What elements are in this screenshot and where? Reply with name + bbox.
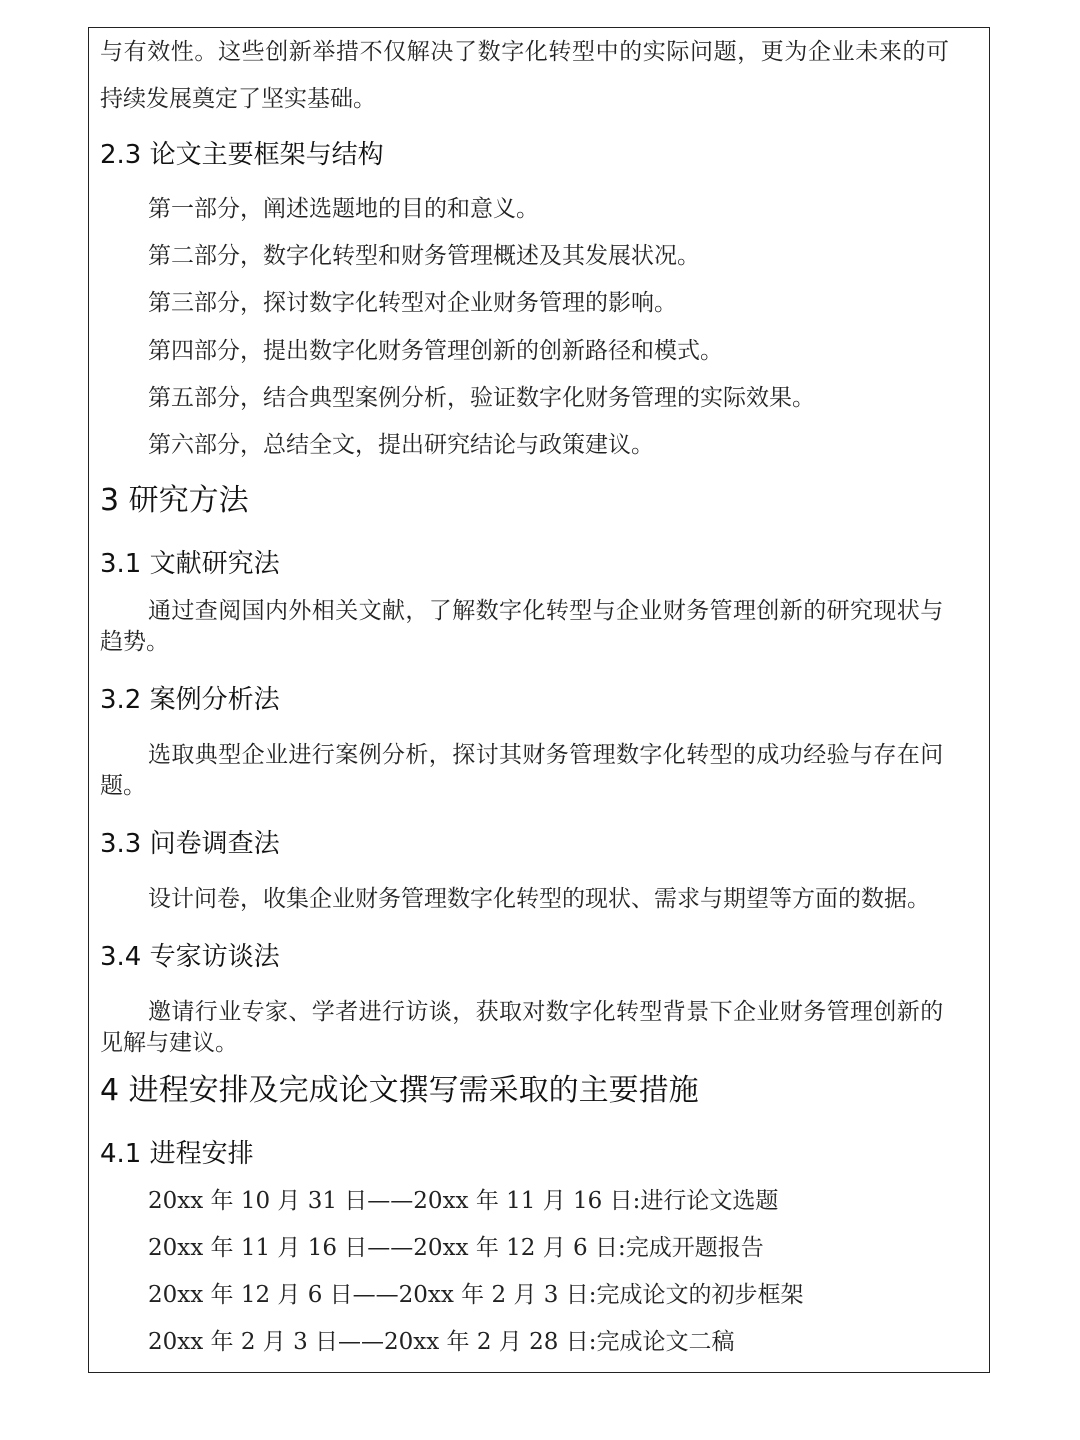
section-3-4-heading: 3.4 专家访谈法 xyxy=(100,942,280,972)
section-3-1-heading: 3.1 文献研究法 xyxy=(100,549,280,579)
framework-item-2: 第二部分，数字化转型和财务管理概述及其发展状况。 xyxy=(148,243,700,269)
literature-method-line-1: 通过查阅国内外相关文献，了解数字化转型与企业财务管理创新的研究现状与 xyxy=(148,598,944,624)
framework-item-6: 第六部分，总结全文，提出研究结论与政策建议。 xyxy=(148,432,654,458)
literature-method-line-2: 趋势。 xyxy=(100,629,169,655)
section-3-heading: 3 研究方法 xyxy=(100,483,249,518)
schedule-item-3: 20xx 年 12 月 6 日——20xx 年 2 月 3 日:完成论文的初步框架 xyxy=(148,1282,804,1308)
section-3-2-heading: 3.2 案例分析法 xyxy=(100,685,280,715)
case-method-line-1: 选取典型企业进行案例分析，探讨其财务管理数字化转型的成功经验与存在问 xyxy=(148,742,944,768)
section-4-heading: 4 进程安排及完成论文撰写需采取的主要措施 xyxy=(100,1073,699,1108)
framework-item-5: 第五部分，结合典型案例分析，验证数字化财务管理的实际效果。 xyxy=(148,385,815,411)
expert-method-line-2: 见解与建议。 xyxy=(100,1030,238,1056)
schedule-item-2: 20xx 年 11 月 16 日——20xx 年 12 月 6 日:完成开题报告 xyxy=(148,1235,764,1261)
intro-line-1: 与有效性。这些创新举措不仅解决了数字化转型中的实际问题，更为企业未来的可 xyxy=(100,39,950,65)
section-4-1-heading: 4.1 进程安排 xyxy=(100,1139,254,1169)
framework-item-4: 第四部分，提出数字化财务管理创新的创新路径和模式。 xyxy=(148,338,723,364)
case-method-line-2: 题。 xyxy=(100,773,146,799)
framework-item-1: 第一部分，阐述选题地的目的和意义。 xyxy=(148,196,539,222)
survey-method-line-1: 设计问卷，收集企业财务管理数字化转型的现状、需求与期望等方面的数据。 xyxy=(148,886,930,912)
framework-item-3: 第三部分，探讨数字化转型对企业财务管理的影响。 xyxy=(148,290,677,316)
expert-method-line-1: 邀请行业专家、学者进行访谈，获取对数字化转型背景下企业财务管理创新的 xyxy=(148,999,944,1025)
section-3-3-heading: 3.3 问卷调查法 xyxy=(100,829,280,859)
schedule-item-4: 20xx 年 2 月 3 日——20xx 年 2 月 28 日:完成论文二稿 xyxy=(148,1329,735,1355)
schedule-item-1: 20xx 年 10 月 31 日——20xx 年 11 月 16 日:进行论文选题 xyxy=(148,1188,779,1214)
intro-line-2: 持续发展奠定了坚实基础。 xyxy=(100,86,376,112)
section-2-3-heading: 2.3 论文主要框架与结构 xyxy=(100,140,384,170)
